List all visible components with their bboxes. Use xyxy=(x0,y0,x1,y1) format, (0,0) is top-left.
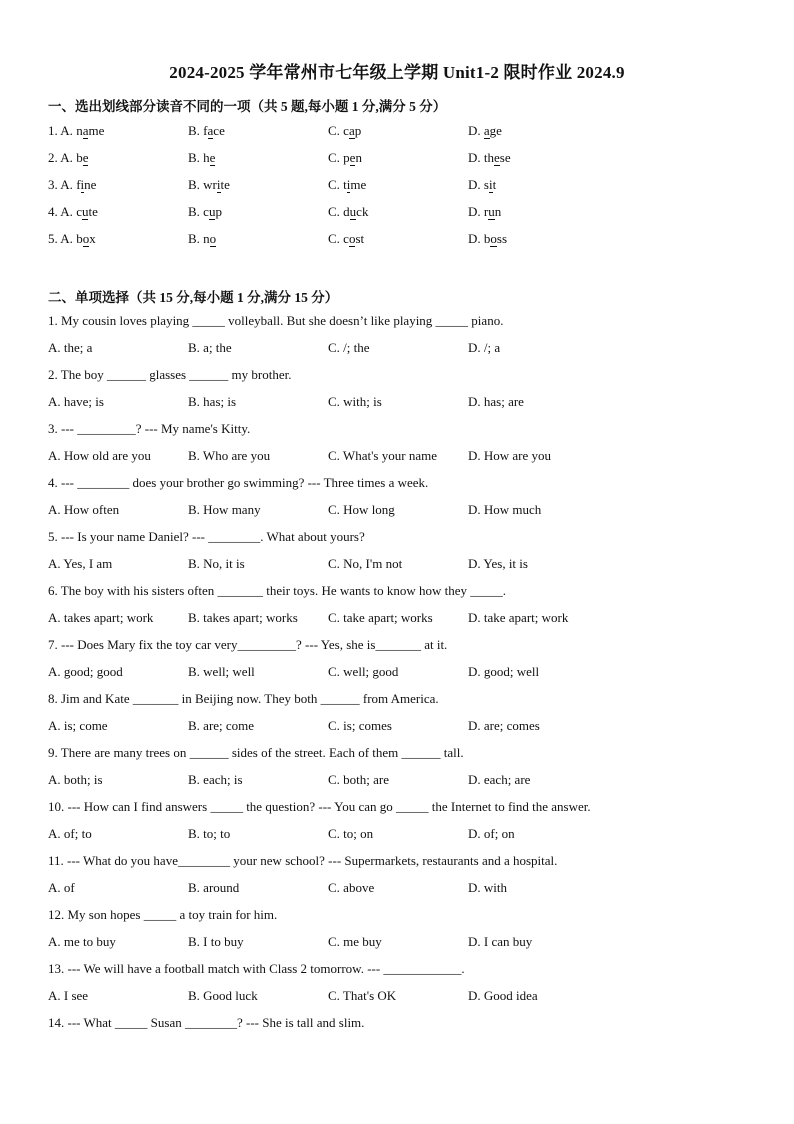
answer-option: B. No, it is xyxy=(188,556,245,571)
answer-option: B. are; come xyxy=(188,718,255,733)
option-label: B. xyxy=(188,123,200,138)
word-part: te xyxy=(88,204,98,219)
answer-option: B. Good luck xyxy=(188,988,258,1003)
underlined-letters: e xyxy=(494,150,500,165)
answer-option: C. How long xyxy=(328,502,395,517)
answer-option: C. to; on xyxy=(328,826,374,841)
answer-option: B. How many xyxy=(188,502,261,517)
option-c xyxy=(328,149,362,167)
answer-option: B. well; well xyxy=(188,664,255,679)
answer-option: B. has; is xyxy=(188,394,237,409)
answer-option: D. I can buy xyxy=(468,934,533,949)
option-d xyxy=(468,149,511,167)
answer-option: D. take apart; work xyxy=(468,610,569,625)
option-label: A. xyxy=(60,150,73,165)
option-label: A. xyxy=(60,231,73,246)
item-number: 2. xyxy=(48,150,58,165)
word-part: p xyxy=(215,204,222,219)
underlined-letters: e xyxy=(349,150,356,165)
option-label: B. xyxy=(188,231,200,246)
option-label: D. xyxy=(468,150,481,165)
question-text: 4. --- ________ does your brother go swimming? --- Three times a week. xyxy=(48,475,429,490)
option-c xyxy=(328,122,361,140)
item-number: 3. xyxy=(48,177,58,192)
word-part: n xyxy=(76,123,83,138)
question-text: 5. --- Is your name Daniel? --- ________. What about yours? xyxy=(48,529,365,544)
answer-option: D. Yes, it is xyxy=(468,556,528,571)
option-a xyxy=(48,203,98,221)
underlined-letters: o xyxy=(490,231,497,246)
word-part: c xyxy=(343,123,349,138)
underlined-letters: i xyxy=(488,177,493,192)
question-text: 9. There are many trees on ______ sides of the street. Each of them ______ tall. xyxy=(48,745,464,760)
answer-option: A. of xyxy=(48,880,75,895)
option-a xyxy=(48,149,88,167)
underlined-letters: i xyxy=(80,177,85,192)
word-part: st xyxy=(355,231,365,246)
underlined-letters: i xyxy=(346,177,351,192)
answer-option: A. Yes, I am xyxy=(48,556,113,571)
option-d xyxy=(468,230,507,248)
word-part: f xyxy=(76,177,81,192)
option-b xyxy=(188,176,230,194)
word-part: t xyxy=(492,177,497,192)
answer-option: D. How are you xyxy=(468,448,552,463)
option-label: C. xyxy=(328,204,340,219)
answer-option: C. both; are xyxy=(328,772,390,787)
answer-option: D. of; on xyxy=(468,826,515,841)
word-part: b xyxy=(76,231,83,246)
word-part: b xyxy=(483,231,491,246)
underlined-letters: u xyxy=(208,204,216,219)
answer-option: A. the; a xyxy=(48,340,93,355)
answer-option: C. No, I'm not xyxy=(328,556,403,571)
answer-option: B. I to buy xyxy=(188,934,244,949)
underlined-letters: o xyxy=(82,231,90,246)
option-label: A. xyxy=(60,177,73,192)
option-d xyxy=(468,122,502,140)
option-b xyxy=(188,122,225,140)
option-c xyxy=(328,203,368,221)
answer-option: A. good; good xyxy=(48,664,123,679)
word-part: ce xyxy=(213,123,225,138)
item-number: 4. xyxy=(48,204,58,219)
answer-option: C. me buy xyxy=(328,934,382,949)
answer-option: A. me to buy xyxy=(48,934,116,949)
question-text: 10. --- How can I find answers _____ the question? --- You can go _____ the Internet to find the answer. xyxy=(48,799,591,814)
word-part: te xyxy=(220,177,230,192)
word-part: me xyxy=(350,177,367,192)
word-part: ck xyxy=(356,204,369,219)
answer-option: C. above xyxy=(328,880,375,895)
option-label: D. xyxy=(468,231,481,246)
option-a xyxy=(48,176,96,194)
item-number: 5. xyxy=(48,231,58,246)
word-part: ss xyxy=(496,231,508,246)
answer-option: C. That's OK xyxy=(328,988,397,1003)
question-text: 13. --- We will have a football match with Class 2 tomorrow. --- ____________. xyxy=(48,961,465,976)
word-part: wr xyxy=(203,177,217,192)
option-label: D. xyxy=(468,204,481,219)
underlined-letters: a xyxy=(348,123,355,138)
option-d xyxy=(468,203,501,221)
answer-option: B. takes apart; works xyxy=(188,610,298,625)
option-b xyxy=(188,149,215,167)
word-part: f xyxy=(203,123,208,138)
word-part: c xyxy=(203,204,209,219)
answer-option: D. has; are xyxy=(468,394,524,409)
word-part: n xyxy=(203,231,210,246)
underlined-letters: a xyxy=(207,123,214,138)
word-part: n xyxy=(494,204,502,219)
question-text: 3. --- _________? --- My name's Kitty. xyxy=(48,421,251,436)
answer-option: A. How often xyxy=(48,502,120,517)
word-part: c xyxy=(343,231,349,246)
underlined-letters: u xyxy=(488,204,495,219)
option-c xyxy=(328,230,364,248)
question-text: 2. The boy ______ glasses ______ my brother. xyxy=(48,367,292,382)
answer-option: D. each; are xyxy=(468,772,531,787)
option-label: B. xyxy=(188,177,200,192)
answer-option: A. of; to xyxy=(48,826,92,841)
word-part: ge xyxy=(489,123,502,138)
underlined-letters: a xyxy=(82,123,89,138)
item-number: 1. xyxy=(48,123,58,138)
option-c xyxy=(328,176,366,194)
question-text: 6. The boy with his sisters often _______ their toys. He wants to know how they _____. xyxy=(48,583,506,598)
option-b xyxy=(188,203,222,221)
word-part: me xyxy=(88,123,105,138)
word-part: x xyxy=(89,231,96,246)
answer-option: C. well; good xyxy=(328,664,399,679)
option-label: B. xyxy=(188,150,200,165)
question-text: 14. --- What _____ Susan ________? --- She is tall and slim. xyxy=(48,1015,365,1030)
option-label: B. xyxy=(188,204,200,219)
answer-option: C. with; is xyxy=(328,394,382,409)
page-title: 2024-2025 学年常州市七年级上学期 Unit1-2 限时作业 2024.9 xyxy=(169,63,625,82)
answer-option: D. /; a xyxy=(468,340,501,355)
word-part: th xyxy=(483,150,495,165)
answer-option: C. /; the xyxy=(328,340,370,355)
underlined-letters: o xyxy=(209,231,217,246)
word-part: p xyxy=(343,150,350,165)
answer-option: C. take apart; works xyxy=(328,610,433,625)
answer-option: D. are; comes xyxy=(468,718,540,733)
option-d xyxy=(468,176,496,194)
answer-option: B. to; to xyxy=(188,826,231,841)
answer-option: A. have; is xyxy=(48,394,104,409)
underlined-letters: i xyxy=(216,177,221,192)
option-label: C. xyxy=(328,231,340,246)
question-text: 12. My son hopes _____ a toy train for him. xyxy=(48,907,278,922)
option-a xyxy=(48,122,104,140)
underlined-letters: u xyxy=(349,204,357,219)
answer-option: A. I see xyxy=(48,988,89,1003)
answer-option: B. each; is xyxy=(188,772,243,787)
question-text: 8. Jim and Kate _______ in Beijing now. They both ______ from America. xyxy=(48,691,439,706)
question-text: 11. --- What do you have________ your new school? --- Supermarkets, restaurants and a hospital. xyxy=(48,853,558,868)
word-part: s xyxy=(483,177,489,192)
word-part: d xyxy=(343,204,350,219)
answer-option: A. both; is xyxy=(48,772,103,787)
answer-option: A. takes apart; work xyxy=(48,610,154,625)
answer-option: C. is; comes xyxy=(328,718,392,733)
word-part: se xyxy=(499,150,511,165)
word-part: b xyxy=(76,150,83,165)
word-part: n xyxy=(355,150,362,165)
section1-heading: 一、选出划线部分读音不同的一项（共 5 题,每小题 1 分,满分 5 分） xyxy=(48,99,447,114)
option-label: C. xyxy=(328,123,340,138)
word-part: c xyxy=(76,204,82,219)
option-b xyxy=(188,230,216,248)
answer-option: B. around xyxy=(188,880,240,895)
answer-option: D. good; well xyxy=(468,664,540,679)
answer-option: D. with xyxy=(468,880,507,895)
answer-option: A. is; come xyxy=(48,718,108,733)
option-label: A. xyxy=(60,204,73,219)
underlined-letters: u xyxy=(81,204,89,219)
option-a xyxy=(48,230,96,248)
answer-option: C. What's your name xyxy=(328,448,437,463)
word-part: p xyxy=(354,123,362,138)
underlined-letters: e xyxy=(82,150,89,165)
question-text: 7. --- Does Mary fix the toy car very_________? --- Yes, she is_______ at it. xyxy=(48,637,448,652)
word-part: r xyxy=(483,204,489,219)
underlined-letters: a xyxy=(483,123,490,138)
option-label: D. xyxy=(468,123,481,138)
underlined-letters: o xyxy=(348,231,356,246)
section2-heading: 二、单项选择（共 15 分,每小题 1 分,满分 15 分） xyxy=(48,290,339,305)
answer-option: D. Good idea xyxy=(468,988,538,1003)
word-part: ne xyxy=(84,177,97,192)
word-part: h xyxy=(203,150,210,165)
answer-option: D. How much xyxy=(468,502,542,517)
answer-option: B. Who are you xyxy=(188,448,271,463)
answer-option: B. a; the xyxy=(188,340,232,355)
option-label: A. xyxy=(60,123,73,138)
option-label: C. xyxy=(328,177,340,192)
option-label: C. xyxy=(328,150,340,165)
word-part: t xyxy=(343,177,347,192)
underlined-letters: e xyxy=(209,150,216,165)
option-label: D. xyxy=(468,177,481,192)
question-text: 1. My cousin loves playing _____ volleyball. But she doesn’t like playing _____ piano. xyxy=(48,313,504,328)
answer-option: A. How old are you xyxy=(48,448,151,463)
